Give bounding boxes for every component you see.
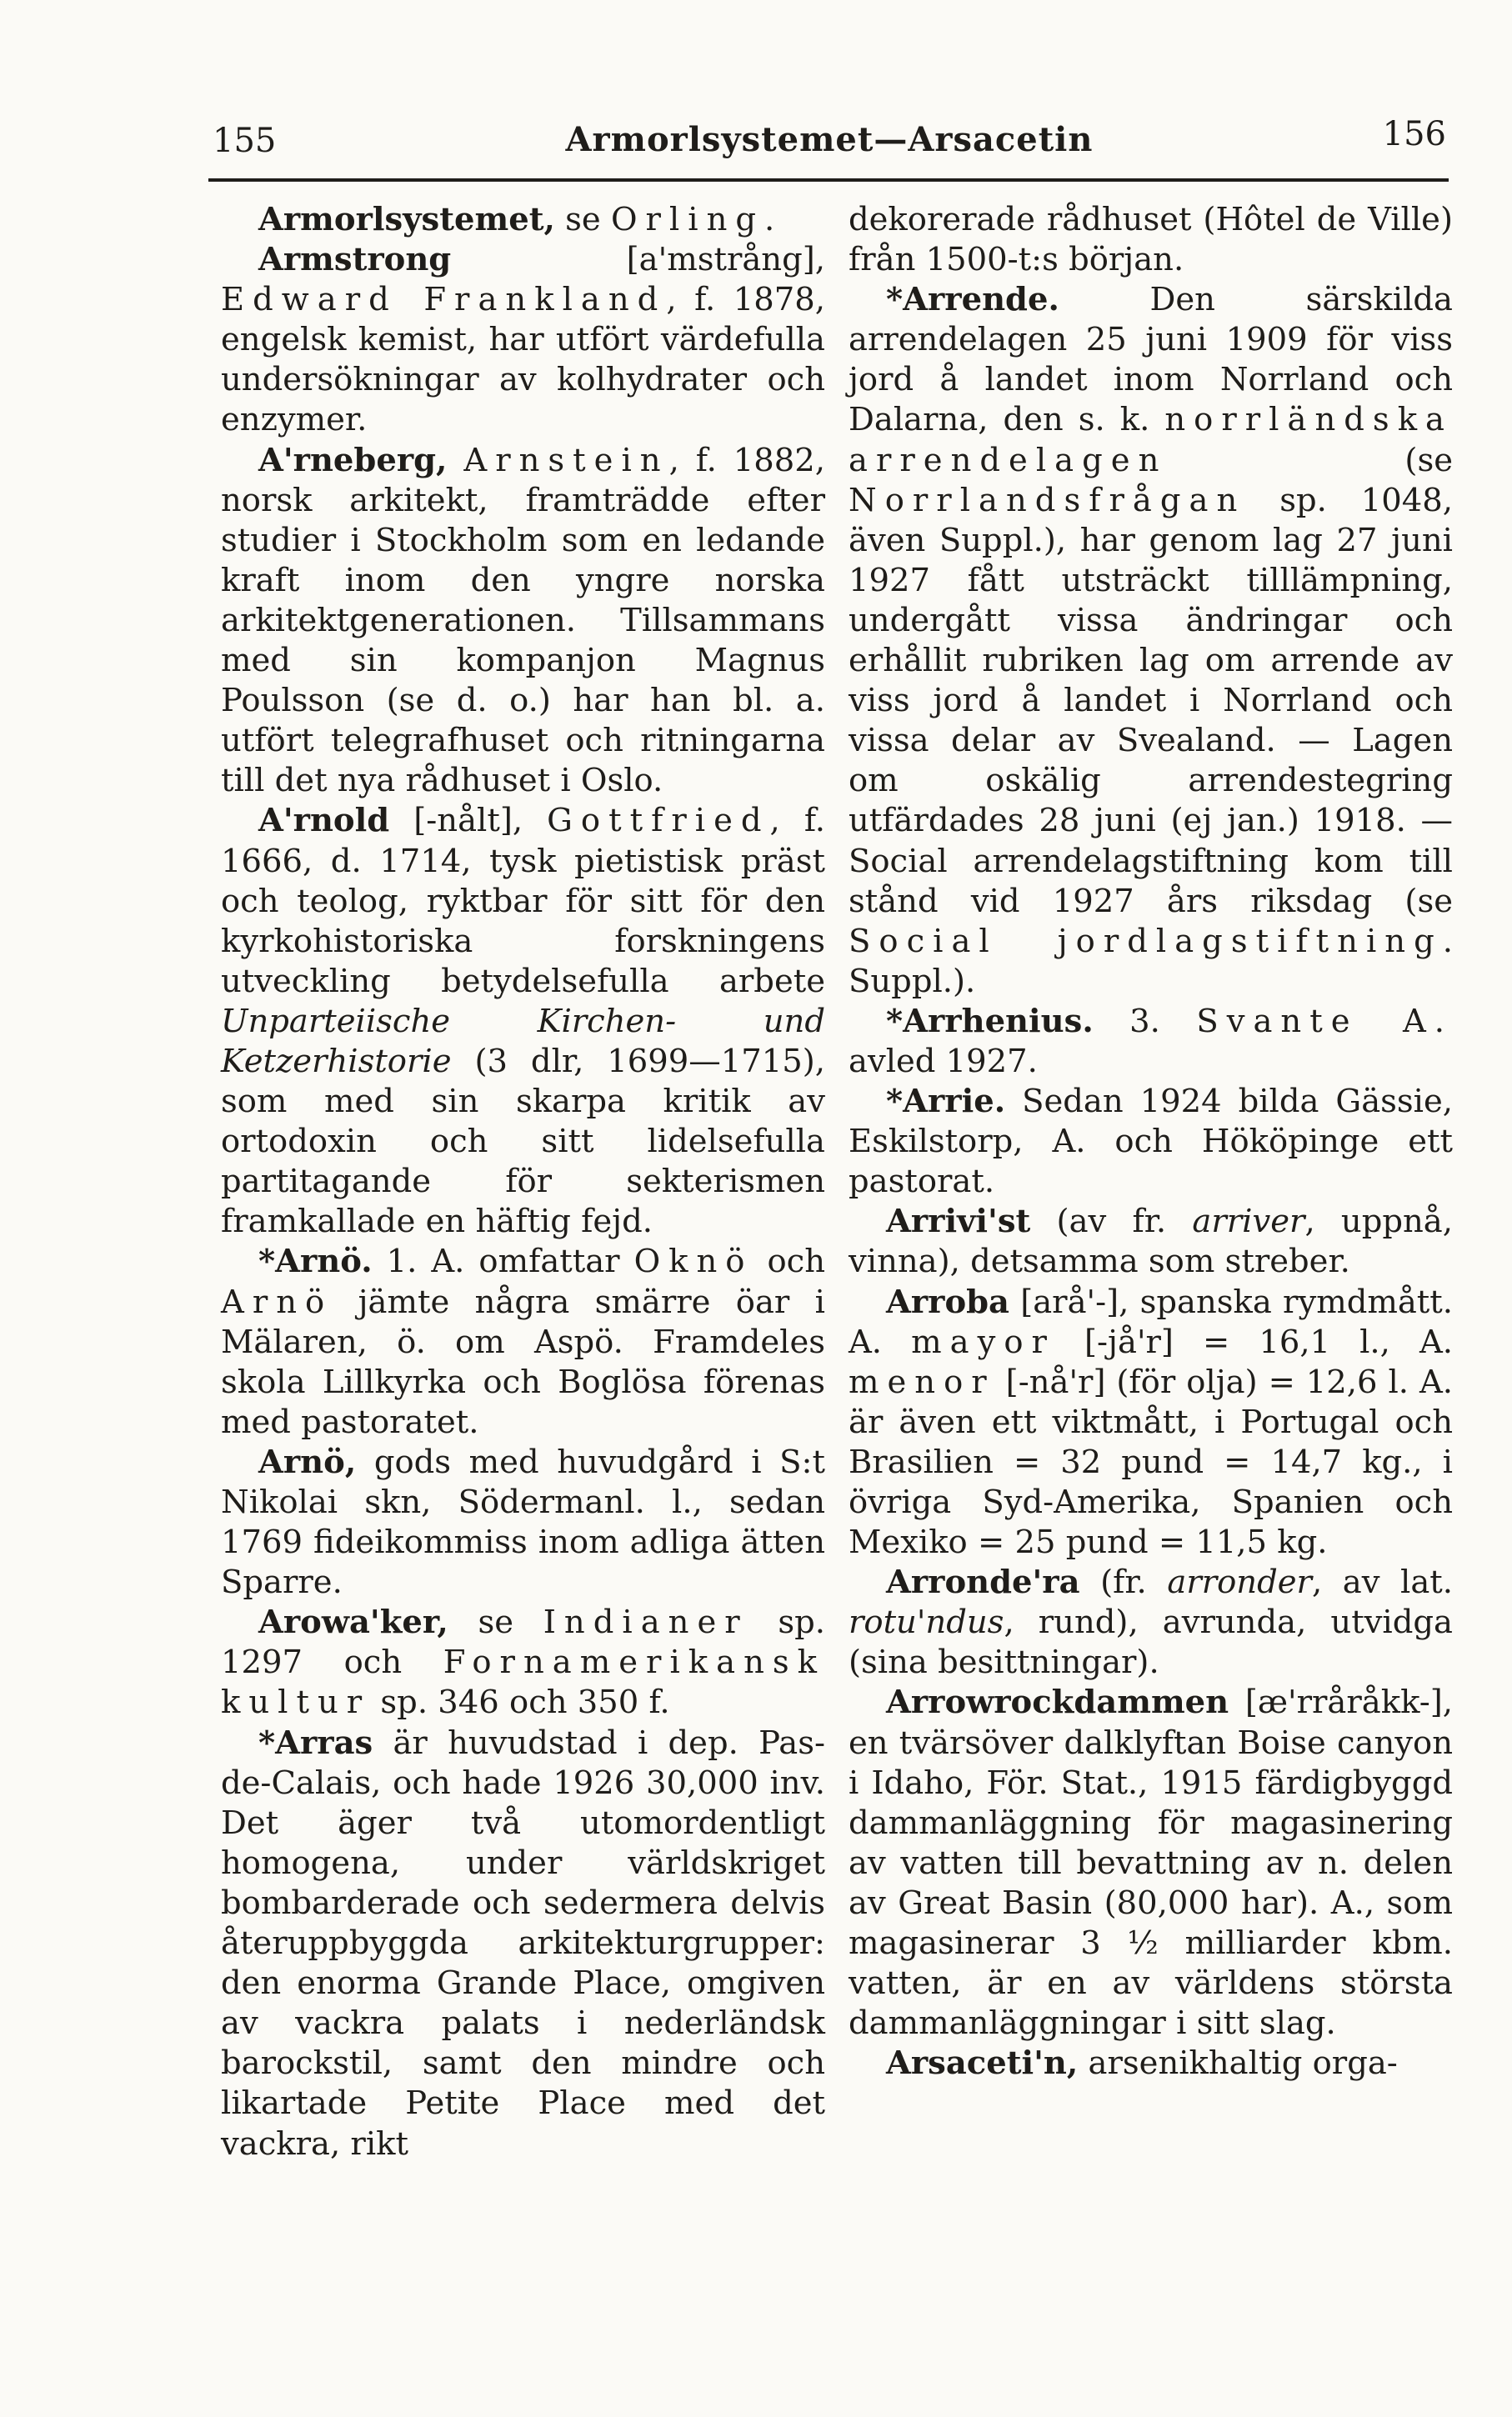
right-column xyxy=(849,200,1453,2084)
entry-arrende: *Arrende. Den särskilda arrendelagen 25 juni 1909 för viss jord å landet inom Norrland och Dalarna, den s. k. norrländska arrendelagen (se Norrlandsfrågan sp. 1048, även Suppl.), har genom lag 27 juni 1927 fått utsträckt tilllämpning, undergått vissa ändringar och erhållit rubriken lag om arrende av viss jord å landet i Norrland och vissa delar av Svealand. — Lagen om oskälig arrendestegring utfärdades 28 juni (ej jan.) 1918. — Social arrendelagstiftning kom till stånd vid 1927 års riksdag (se Social jordlagstiftning. Suppl.). xyxy=(849,281,1453,1000)
page-header xyxy=(213,115,1446,165)
entry-armstrong: Armstrong [a'mstrång], Edward Frankland, f. 1878, engelsk kemist, har utfört värdefulla undersökningar av kolhydrater och enzymer. xyxy=(221,241,825,439)
entry-arrowrockdammen: Arrowrockdammen [æ'rråråkk-], en tvärsöver dalklyftan Boise canyon i Idaho, För. Stat., 1915 färdigbyggd dammanläggning för magasinering av vatten till bevattning av n. delen av Great Basin (80,000 har). A., som magasinerar 3 ½ milliarder kbm. vatten, är en av världens största dammanläggningar i sitt slag. xyxy=(849,1684,1453,2043)
left-column xyxy=(221,200,825,2164)
entry-arneberg: A'rneberg, Arnstein, f. 1882, norsk arkitekt, framträdde efter studier i Stockholm som en ledande kraft inom den yngre norska arkitektgenerationen. Tillsammans med sin kompanjon Magnus Poulsson (se d. o.) har han bl. a. utfört telegrafhuset och ritningarna till det nya rådhuset i Oslo. xyxy=(221,441,825,800)
entry-arras-continued: dekorerade rådhuset (Hôtel de Ville) från 1500-t:s början. xyxy=(849,201,1453,279)
entry-arsacetin: Arsaceti'n, arsenikhaltig orga- xyxy=(886,2044,1398,2083)
entry-arrie: *Arrie. Sedan 1924 bilda Gässie, Eskilstorp, A. och Hököpinge ett pastorat. xyxy=(849,1083,1453,1201)
page-number-right: 156 xyxy=(1382,115,1446,153)
entry-arowaker: Arowa'ker, se Indianer sp. 1297 och Fornamerikansk kultur sp. 346 och 350 f. xyxy=(221,1604,825,1722)
entry-arroba: Arroba [arå'-], spanska rymdmått. A. mayor [-jå'r] = 16,1 l., A. menor [-nå'r] (för olja) = 12,6 l. A. är även ett viktmått, i Portugal och Brasilien = 32 pund = 14,7 kg., i övriga Syd-Amerika, Spanien och Mexiko = 25 pund = 11,5 kg. xyxy=(849,1283,1454,1562)
entry-arnold: A'rnold [-nålt], Gottfried, f. 1666, d. 1714, tysk pietistisk präst och teolog, ryktbar för sitt för den kyrkohistoriska forskningens utveckling betydelsefulla arbete Unparteiische Kirchen- und Ketzerhistorie (3 dlr, 1699—1715), som med sin skarpa kritik av ortodoxin och sitt lidelsefulla partitagande för sekterismen framkallade en häftig fejd. xyxy=(221,802,825,1241)
entry-armorlsystemet: Armorlsystemet, se Orling. xyxy=(258,201,775,238)
entry-arras: *Arras är huvudstad i dep. Pas-de-Calais, och hade 1926 30,000 inv. Det äger två utomordentligt homogena, under världskriget bombarderade och sedermera delvis återuppbyggda arkitekturgrupper: den enorma Grande Place, omgiven av vackra palats i nederländsk barockstil, samt den mindre och likartade Petite Place med det vackra, rikt xyxy=(221,1724,825,2163)
entry-arrondera: Arronde'ra (fr. arronder, av lat. rotu'ndus, rund), avrunda, utvidga (sina besittningar). xyxy=(849,1564,1453,1682)
entry-arno-estate: Arnö, gods med huvudgård i S:t Nikolai skn, Södermanl. l., sedan 1769 fideikommiss inom adliga ätten Sparre. xyxy=(221,1443,825,1602)
entry-arrivist: Arrivi'st (av fr. arriver, uppnå, vinna), detsamma som streber. xyxy=(849,1203,1453,1281)
header-rule xyxy=(208,178,1449,182)
entry-arno-parish: *Arnö. 1. A. omfattar Oknö och Arnö jämte några smärre öar i Mälaren, ö. om Aspö. Framdeles skola Lillkyrka och Boglösa förenas med pastoratet. xyxy=(221,1243,825,1441)
page-number-left: 155 xyxy=(213,122,277,160)
entry-arrhenius: *Arrhenius. 3. Svante A. avled 1927. xyxy=(849,1002,1454,1080)
running-head: Armorlsystemet—Arsacetin xyxy=(565,120,1094,159)
